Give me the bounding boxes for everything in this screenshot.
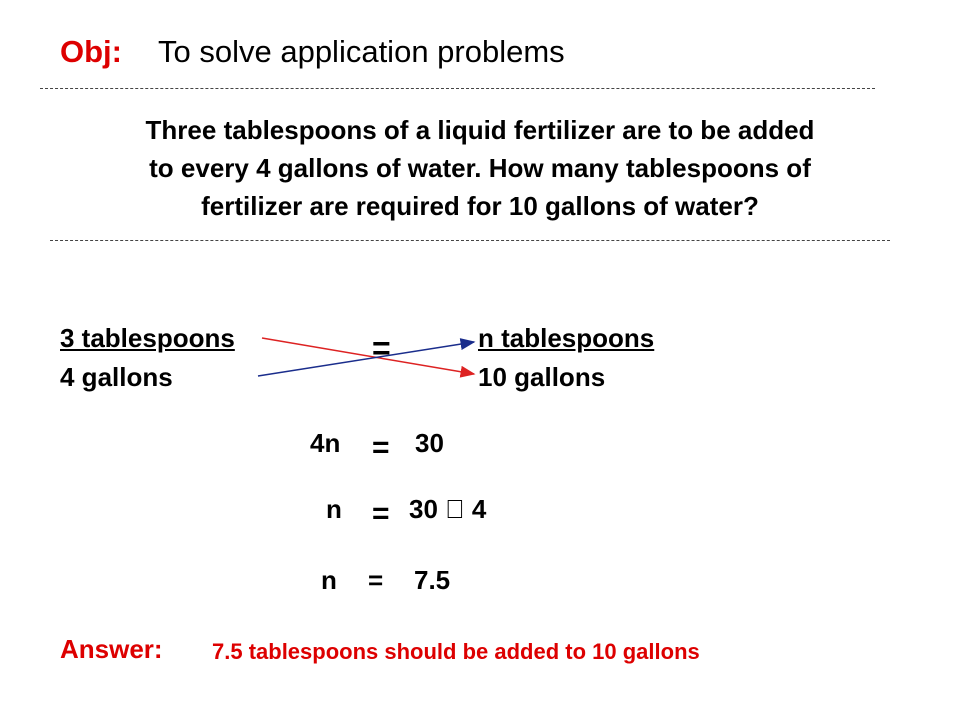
- step-1-rhs: 30: [415, 428, 444, 458]
- left-denominator: 4 gallons: [60, 362, 173, 392]
- problem-line-1: Three tablespoons of a liquid fertilizer are to be added: [145, 115, 815, 145]
- step-3-equals: =: [368, 565, 384, 595]
- answer-text: 7.5 tablespoons should be added to 10 gallons: [212, 639, 700, 664]
- right-numerator: n tablespoons: [478, 323, 655, 353]
- step-1-equals: =: [372, 431, 390, 464]
- step-3-rhs: 7.5: [414, 565, 451, 595]
- left-numerator: 3 tablespoons: [60, 323, 235, 353]
- proportion-equals: =: [372, 330, 391, 366]
- blue-arrow: [258, 342, 474, 376]
- problem-line-2: to every 4 gallons of water. How many tablespoons of: [149, 153, 811, 183]
- step-3-lhs: n: [321, 565, 337, 595]
- problem-line-3: fertilizer are required for 10 gallons of water?: [201, 191, 759, 221]
- step-1-lhs: 4n: [310, 428, 341, 458]
- red-arrow: [262, 338, 474, 374]
- answer-label: Answer:: [60, 634, 163, 664]
- step-2-rhs: 30 4: [409, 494, 460, 524]
- step-2-lhs: n: [326, 494, 342, 524]
- step-2-equals: =: [372, 497, 390, 530]
- objective-label: Obj:: [60, 34, 122, 69]
- objective-text: To solve application problems: [158, 34, 565, 69]
- right-denominator: 10 gallons: [478, 362, 606, 392]
